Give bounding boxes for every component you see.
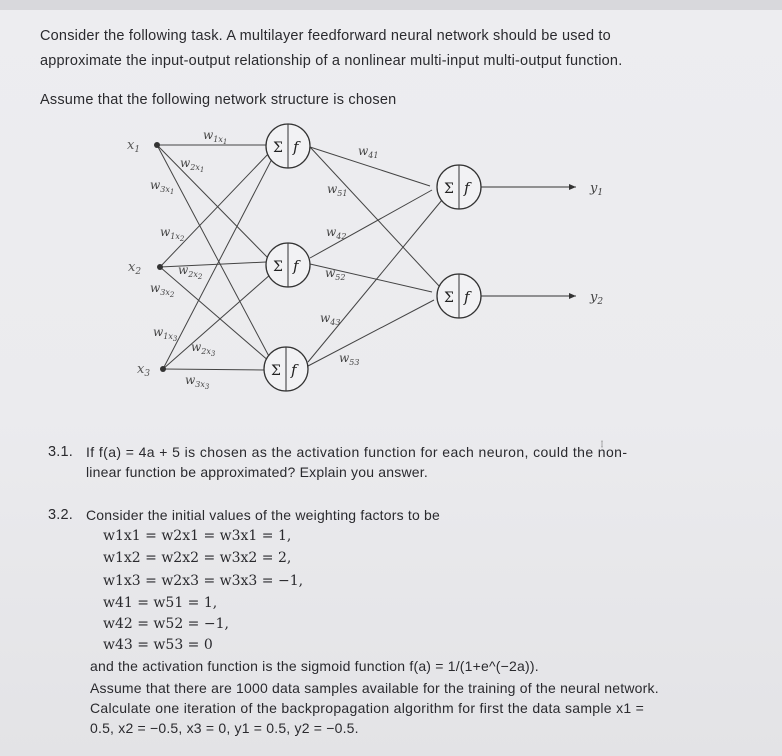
weight-w41: $w_{41}$ (358, 144, 379, 160)
q32-line-3: Calculate one iteration of the backpropagation algorithm for first the data sample x1 = (90, 700, 645, 716)
edge-x2-h1 (160, 152, 270, 267)
input-node-x3 (160, 366, 166, 372)
svg-text:f: f (291, 361, 297, 379)
q32-line-4: 0.5, x2 = −0.5, x3 = 0, y1 = 0.5, y2 = −0.5. (90, 720, 359, 736)
svg-text:f: f (293, 257, 299, 275)
q31-line-1: If f(a) = 4a + 5 is chosen as the activation function for each neuron, could the non- (86, 444, 628, 460)
svg-text:Σ: Σ (444, 290, 454, 306)
equation-6: w43 = w53 = 0 (103, 637, 213, 653)
q32-line-2: Assume that there are 1000 data samples available for the training of the neural network. (90, 680, 659, 696)
hidden-neuron-2 (266, 243, 310, 287)
weight-w43: $w_{43}$ (320, 311, 341, 327)
input-node-x1 (154, 142, 160, 148)
equation-5: w42 = w52 = −1, (103, 616, 229, 632)
svg-text:Σ: Σ (444, 181, 454, 197)
svg-text:f: f (293, 138, 299, 156)
text-cursor-icon (601, 430, 603, 458)
output-neuron-1 (437, 165, 481, 209)
weight-w51: $w_{51}$ (327, 182, 348, 198)
weight-w3x3: $w_{3x}3$ (185, 373, 210, 391)
input-node-x2 (157, 264, 163, 270)
weight-w42: $w_{42}$ (326, 225, 347, 241)
hidden-output-connections (308, 147, 442, 366)
label-x2: $x_2$ (128, 260, 142, 277)
svg-text:Σ: Σ (271, 363, 281, 379)
edge-h3-o2 (308, 300, 434, 366)
weight-w2x3: $w_{2x}3$ (191, 340, 216, 358)
weight-w3x2: $w_{3x}2$ (150, 281, 175, 299)
edge-x1-h2 (157, 145, 268, 258)
weight-w3x1: $w_{3x}1$ (150, 178, 175, 196)
edge-h2-o1 (310, 190, 432, 258)
q32-line-1: Consider the initial values of the weighting factors to be (86, 507, 441, 523)
q31-number: 3.1. (48, 444, 73, 460)
equation-3: w1x3 = w2x3 = w3x3 = −1, (103, 573, 304, 589)
equation-2: w1x2 = w2x2 = w3x2 = 2, (103, 550, 292, 566)
intro-line-3: Assume that the following network structure is chosen (40, 92, 397, 108)
hidden-neuron-1 (266, 124, 310, 168)
label-y1: $y_1$ (590, 181, 604, 198)
weight-w2x2: $w_{2x}2$ (178, 263, 203, 281)
edge-x2-h3 (160, 267, 270, 362)
q32-number: 3.2. (48, 507, 73, 523)
edge-x1-h3 (157, 145, 272, 362)
output-neuron-2 (437, 274, 481, 318)
intro-line-1: Consider the following task. A multilayer feedforward neural network should be used to (40, 28, 611, 44)
weight-w52: $w_{52}$ (325, 266, 346, 282)
hidden-neuron-3 (264, 347, 308, 391)
weight-w1x2: $w_{1x}2$ (160, 225, 185, 243)
svg-text:f: f (464, 179, 470, 197)
svg-text:f: f (464, 288, 470, 306)
intro-line-2: approximate the input-output relationship of a nonlinear multi-input multi-output function. (40, 53, 623, 69)
equation-1: w1x1 = w2x1 = w3x1 = 1, (103, 528, 292, 544)
weight-w1x1: $w_{1x}1$ (203, 128, 228, 146)
q31-line-2: linear function be approximated? Explain you answer. (86, 464, 428, 480)
weight-w53: $w_{53}$ (339, 351, 360, 367)
svg-text:Σ: Σ (273, 259, 283, 275)
sigmoid-line: and the activation function is the sigmoid function f(a) = 1/(1+e^(−2a)). (90, 658, 539, 674)
weight-w2x1: $w_{2x}1$ (180, 156, 205, 174)
equation-4: w41 = w51 = 1, (103, 595, 218, 611)
weight-w1x3: $w_{1x}3$ (153, 325, 178, 343)
edge-x2-h2 (160, 262, 266, 267)
label-y2: $y_2$ (590, 290, 604, 307)
edge-x3-h3 (163, 369, 264, 370)
label-x1: $x_1$ (127, 138, 141, 155)
edge-x3-h2 (163, 274, 271, 369)
label-x3: $x_3$ (137, 362, 151, 379)
svg-text:Σ: Σ (273, 140, 283, 156)
